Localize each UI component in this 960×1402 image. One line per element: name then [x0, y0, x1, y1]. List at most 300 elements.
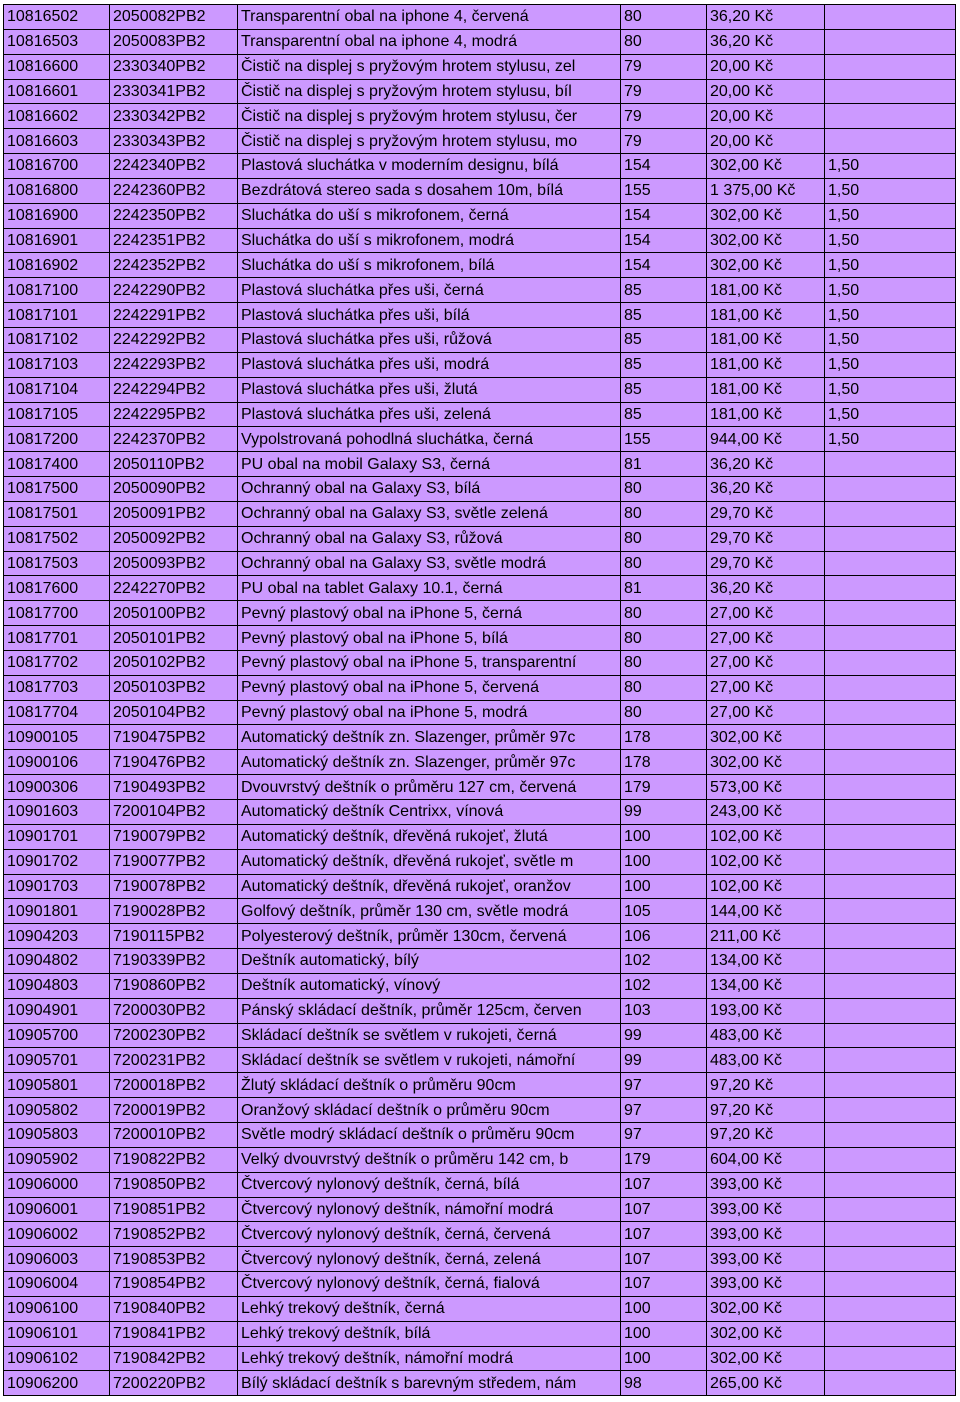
- product-code-cell[interactable]: 7190860PB2: [110, 973, 238, 998]
- product-name-cell[interactable]: Pánský skládací deštník, průměr 125cm, červen: [238, 998, 621, 1023]
- item-id-cell[interactable]: 10906001: [4, 1197, 110, 1222]
- price-cell[interactable]: 97,20 Kč: [707, 1098, 825, 1123]
- item-id-cell[interactable]: 10901603: [4, 800, 110, 825]
- extra-value-cell[interactable]: [825, 650, 956, 675]
- quantity-cell[interactable]: 107: [621, 1172, 707, 1197]
- item-id-cell[interactable]: 10901702: [4, 849, 110, 874]
- item-id-cell[interactable]: 10816600: [4, 54, 110, 79]
- price-cell[interactable]: 97,20 Kč: [707, 1122, 825, 1147]
- item-id-cell[interactable]: 10900105: [4, 725, 110, 750]
- price-cell[interactable]: 27,00 Kč: [707, 700, 825, 725]
- price-cell[interactable]: 265,00 Kč: [707, 1371, 825, 1396]
- item-id-cell[interactable]: 10905801: [4, 1073, 110, 1098]
- extra-value-cell[interactable]: [825, 1098, 956, 1123]
- price-cell[interactable]: 181,00 Kč: [707, 352, 825, 377]
- quantity-cell[interactable]: 154: [621, 154, 707, 179]
- item-id-cell[interactable]: 10906000: [4, 1172, 110, 1197]
- price-cell[interactable]: 20,00 Kč: [707, 104, 825, 129]
- price-cell[interactable]: 483,00 Kč: [707, 1048, 825, 1073]
- price-cell[interactable]: 20,00 Kč: [707, 129, 825, 154]
- product-code-cell[interactable]: 7200231PB2: [110, 1048, 238, 1073]
- quantity-cell[interactable]: 80: [621, 675, 707, 700]
- item-id-cell[interactable]: 10817503: [4, 551, 110, 576]
- product-name-cell[interactable]: Ochranný obal na Galaxy S3, světle modrá: [238, 551, 621, 576]
- price-cell[interactable]: 134,00 Kč: [707, 949, 825, 974]
- quantity-cell[interactable]: 155: [621, 427, 707, 452]
- price-cell[interactable]: 604,00 Kč: [707, 1147, 825, 1172]
- extra-value-cell[interactable]: [825, 750, 956, 775]
- extra-value-cell[interactable]: [825, 1023, 956, 1048]
- quantity-cell[interactable]: 102: [621, 973, 707, 998]
- product-code-cell[interactable]: 7200104PB2: [110, 800, 238, 825]
- quantity-cell[interactable]: 80: [621, 5, 707, 30]
- price-cell[interactable]: 102,00 Kč: [707, 824, 825, 849]
- product-code-cell[interactable]: 2050104PB2: [110, 700, 238, 725]
- product-code-cell[interactable]: 2242270PB2: [110, 576, 238, 601]
- extra-value-cell[interactable]: [825, 1222, 956, 1247]
- item-id-cell[interactable]: 10816602: [4, 104, 110, 129]
- extra-value-cell[interactable]: 1,50: [825, 377, 956, 402]
- product-name-cell[interactable]: Pevný plastový obal na iPhone 5, černá: [238, 601, 621, 626]
- product-name-cell[interactable]: Sluchátka do uší s mikrofonem, černá: [238, 203, 621, 228]
- extra-value-cell[interactable]: [825, 601, 956, 626]
- product-name-cell[interactable]: Vypolstrovaná pohodlná sluchátka, černá: [238, 427, 621, 452]
- price-cell[interactable]: 393,00 Kč: [707, 1172, 825, 1197]
- item-id-cell[interactable]: 10817702: [4, 650, 110, 675]
- product-name-cell[interactable]: Automatický deštník, dřevěná rukojeť, oranžov: [238, 874, 621, 899]
- product-code-cell[interactable]: 7190077PB2: [110, 849, 238, 874]
- price-cell[interactable]: 36,20 Kč: [707, 576, 825, 601]
- product-code-cell[interactable]: 2050102PB2: [110, 650, 238, 675]
- quantity-cell[interactable]: 154: [621, 253, 707, 278]
- item-id-cell[interactable]: 10816902: [4, 253, 110, 278]
- price-cell[interactable]: 483,00 Kč: [707, 1023, 825, 1048]
- product-code-cell[interactable]: 2242291PB2: [110, 303, 238, 328]
- product-name-cell[interactable]: Sluchátka do uší s mikrofonem, bílá: [238, 253, 621, 278]
- price-cell[interactable]: 27,00 Kč: [707, 626, 825, 651]
- price-cell[interactable]: 97,20 Kč: [707, 1073, 825, 1098]
- extra-value-cell[interactable]: [825, 1147, 956, 1172]
- quantity-cell[interactable]: 100: [621, 874, 707, 899]
- product-name-cell[interactable]: Golfový deštník, průměr 130 cm, světle modrá: [238, 899, 621, 924]
- product-code-cell[interactable]: 7190115PB2: [110, 924, 238, 949]
- product-name-cell[interactable]: Automatický deštník Centrixx, vínová: [238, 800, 621, 825]
- quantity-cell[interactable]: 97: [621, 1122, 707, 1147]
- quantity-cell[interactable]: 85: [621, 352, 707, 377]
- product-code-cell[interactable]: 7190475PB2: [110, 725, 238, 750]
- extra-value-cell[interactable]: 1,50: [825, 203, 956, 228]
- item-id-cell[interactable]: 10906100: [4, 1296, 110, 1321]
- item-id-cell[interactable]: 10817103: [4, 352, 110, 377]
- quantity-cell[interactable]: 105: [621, 899, 707, 924]
- product-code-cell[interactable]: 7190853PB2: [110, 1247, 238, 1272]
- product-name-cell[interactable]: Pevný plastový obal na iPhone 5, transparentní: [238, 650, 621, 675]
- product-name-cell[interactable]: Automatický deštník, dřevěná rukojeť, žlutá: [238, 824, 621, 849]
- extra-value-cell[interactable]: [825, 104, 956, 129]
- quantity-cell[interactable]: 80: [621, 700, 707, 725]
- item-id-cell[interactable]: 10817104: [4, 377, 110, 402]
- item-id-cell[interactable]: 10817101: [4, 303, 110, 328]
- price-cell[interactable]: 20,00 Kč: [707, 54, 825, 79]
- product-name-cell[interactable]: Skládací deštník se světlem v rukojeti, námořní: [238, 1048, 621, 1073]
- product-code-cell[interactable]: 2242350PB2: [110, 203, 238, 228]
- price-cell[interactable]: 36,20 Kč: [707, 5, 825, 30]
- product-name-cell[interactable]: Automatický deštník zn. Slazenger, průměr 97c: [238, 750, 621, 775]
- product-name-cell[interactable]: Čistič na displej s pryžovým hrotem stylusu, zel: [238, 54, 621, 79]
- product-name-cell[interactable]: Deštník automatický, vínový: [238, 973, 621, 998]
- product-code-cell[interactable]: 2050091PB2: [110, 501, 238, 526]
- product-name-cell[interactable]: Ochranný obal na Galaxy S3, bílá: [238, 477, 621, 502]
- quantity-cell[interactable]: 97: [621, 1073, 707, 1098]
- quantity-cell[interactable]: 100: [621, 824, 707, 849]
- price-cell[interactable]: 944,00 Kč: [707, 427, 825, 452]
- product-name-cell[interactable]: Čtvercový nylonový deštník, černá, fialová: [238, 1272, 621, 1297]
- product-code-cell[interactable]: 7190851PB2: [110, 1197, 238, 1222]
- quantity-cell[interactable]: 80: [621, 601, 707, 626]
- price-cell[interactable]: 36,20 Kč: [707, 452, 825, 477]
- quantity-cell[interactable]: 107: [621, 1247, 707, 1272]
- product-code-cell[interactable]: 2242360PB2: [110, 178, 238, 203]
- quantity-cell[interactable]: 102: [621, 949, 707, 974]
- item-id-cell[interactable]: 10906004: [4, 1272, 110, 1297]
- extra-value-cell[interactable]: [825, 29, 956, 54]
- product-name-cell[interactable]: Plastová sluchátka přes uši, zelená: [238, 402, 621, 427]
- price-cell[interactable]: 302,00 Kč: [707, 1296, 825, 1321]
- item-id-cell[interactable]: 10817701: [4, 626, 110, 651]
- product-code-cell[interactable]: 2050100PB2: [110, 601, 238, 626]
- product-code-cell[interactable]: 7190840PB2: [110, 1296, 238, 1321]
- price-cell[interactable]: 302,00 Kč: [707, 228, 825, 253]
- product-code-cell[interactable]: 2242293PB2: [110, 352, 238, 377]
- item-id-cell[interactable]: 10816700: [4, 154, 110, 179]
- product-name-cell[interactable]: Oranžový skládací deštník o průměru 90cm: [238, 1098, 621, 1123]
- price-cell[interactable]: 27,00 Kč: [707, 675, 825, 700]
- item-id-cell[interactable]: 10817502: [4, 526, 110, 551]
- extra-value-cell[interactable]: 1,50: [825, 278, 956, 303]
- extra-value-cell[interactable]: [825, 477, 956, 502]
- quantity-cell[interactable]: 80: [621, 477, 707, 502]
- product-code-cell[interactable]: 7200230PB2: [110, 1023, 238, 1048]
- extra-value-cell[interactable]: [825, 1048, 956, 1073]
- product-name-cell[interactable]: Transparentní obal na iphone 4, modrá: [238, 29, 621, 54]
- price-cell[interactable]: 36,20 Kč: [707, 29, 825, 54]
- price-cell[interactable]: 393,00 Kč: [707, 1272, 825, 1297]
- quantity-cell[interactable]: 99: [621, 800, 707, 825]
- item-id-cell[interactable]: 10905802: [4, 1098, 110, 1123]
- product-code-cell[interactable]: 2330340PB2: [110, 54, 238, 79]
- product-code-cell[interactable]: 7190493PB2: [110, 775, 238, 800]
- quantity-cell[interactable]: 80: [621, 526, 707, 551]
- price-cell[interactable]: 181,00 Kč: [707, 377, 825, 402]
- product-name-cell[interactable]: Polyesterový deštník, průměr 130cm, červená: [238, 924, 621, 949]
- product-name-cell[interactable]: Lehký trekový deštník, bílá: [238, 1321, 621, 1346]
- extra-value-cell[interactable]: [825, 725, 956, 750]
- item-id-cell[interactable]: 10905803: [4, 1122, 110, 1147]
- item-id-cell[interactable]: 10906101: [4, 1321, 110, 1346]
- product-code-cell[interactable]: 2050101PB2: [110, 626, 238, 651]
- extra-value-cell[interactable]: 1,50: [825, 402, 956, 427]
- product-code-cell[interactable]: 7190822PB2: [110, 1147, 238, 1172]
- quantity-cell[interactable]: 179: [621, 775, 707, 800]
- extra-value-cell[interactable]: [825, 1122, 956, 1147]
- price-cell[interactable]: 302,00 Kč: [707, 203, 825, 228]
- product-code-cell[interactable]: 7190476PB2: [110, 750, 238, 775]
- item-id-cell[interactable]: 10817500: [4, 477, 110, 502]
- extra-value-cell[interactable]: [825, 1272, 956, 1297]
- price-cell[interactable]: 302,00 Kč: [707, 253, 825, 278]
- price-cell[interactable]: 181,00 Kč: [707, 303, 825, 328]
- item-id-cell[interactable]: 10817700: [4, 601, 110, 626]
- quantity-cell[interactable]: 99: [621, 1023, 707, 1048]
- extra-value-cell[interactable]: [825, 1371, 956, 1396]
- price-cell[interactable]: 20,00 Kč: [707, 79, 825, 104]
- product-code-cell[interactable]: 2050110PB2: [110, 452, 238, 477]
- product-code-cell[interactable]: 7200010PB2: [110, 1122, 238, 1147]
- product-name-cell[interactable]: Skládací deštník se světlem v rukojeti, černá: [238, 1023, 621, 1048]
- item-id-cell[interactable]: 10906002: [4, 1222, 110, 1247]
- price-cell[interactable]: 134,00 Kč: [707, 973, 825, 998]
- product-code-cell[interactable]: 2050082PB2: [110, 5, 238, 30]
- quantity-cell[interactable]: 85: [621, 402, 707, 427]
- product-code-cell[interactable]: 2242295PB2: [110, 402, 238, 427]
- price-cell[interactable]: 27,00 Kč: [707, 601, 825, 626]
- product-code-cell[interactable]: 7200220PB2: [110, 1371, 238, 1396]
- product-code-cell[interactable]: 2050083PB2: [110, 29, 238, 54]
- quantity-cell[interactable]: 79: [621, 79, 707, 104]
- quantity-cell[interactable]: 80: [621, 650, 707, 675]
- extra-value-cell[interactable]: [825, 1321, 956, 1346]
- quantity-cell[interactable]: 80: [621, 29, 707, 54]
- product-name-cell[interactable]: Žlutý skládací deštník o průměru 90cm: [238, 1073, 621, 1098]
- item-id-cell[interactable]: 10817600: [4, 576, 110, 601]
- item-id-cell[interactable]: 10904803: [4, 973, 110, 998]
- quantity-cell[interactable]: 178: [621, 725, 707, 750]
- extra-value-cell[interactable]: [825, 1197, 956, 1222]
- product-name-cell[interactable]: Ochranný obal na Galaxy S3, světle zelená: [238, 501, 621, 526]
- price-cell[interactable]: 211,00 Kč: [707, 924, 825, 949]
- extra-value-cell[interactable]: [825, 973, 956, 998]
- quantity-cell[interactable]: 107: [621, 1272, 707, 1297]
- price-cell[interactable]: 573,00 Kč: [707, 775, 825, 800]
- item-id-cell[interactable]: 10816901: [4, 228, 110, 253]
- quantity-cell[interactable]: 179: [621, 1147, 707, 1172]
- product-name-cell[interactable]: Plastová sluchátka přes uši, bílá: [238, 303, 621, 328]
- product-name-cell[interactable]: Bílý skládací deštník s barevným středem, nám: [238, 1371, 621, 1396]
- extra-value-cell[interactable]: [825, 551, 956, 576]
- price-cell[interactable]: 243,00 Kč: [707, 800, 825, 825]
- price-cell[interactable]: 181,00 Kč: [707, 327, 825, 352]
- extra-value-cell[interactable]: 1,50: [825, 303, 956, 328]
- price-cell[interactable]: 181,00 Kč: [707, 278, 825, 303]
- extra-value-cell[interactable]: 1,50: [825, 228, 956, 253]
- product-code-cell[interactable]: 7190028PB2: [110, 899, 238, 924]
- extra-value-cell[interactable]: [825, 924, 956, 949]
- extra-value-cell[interactable]: [825, 501, 956, 526]
- extra-value-cell[interactable]: [825, 899, 956, 924]
- extra-value-cell[interactable]: [825, 700, 956, 725]
- product-name-cell[interactable]: Čtvercový nylonový deštník, námořní modrá: [238, 1197, 621, 1222]
- item-id-cell[interactable]: 10901703: [4, 874, 110, 899]
- item-id-cell[interactable]: 10901701: [4, 824, 110, 849]
- product-name-cell[interactable]: PU obal na tablet Galaxy 10.1, černá: [238, 576, 621, 601]
- product-code-cell[interactable]: 2050093PB2: [110, 551, 238, 576]
- product-name-cell[interactable]: Ochranný obal na Galaxy S3, růžová: [238, 526, 621, 551]
- item-id-cell[interactable]: 10817200: [4, 427, 110, 452]
- extra-value-cell[interactable]: [825, 79, 956, 104]
- quantity-cell[interactable]: 85: [621, 303, 707, 328]
- extra-value-cell[interactable]: [825, 54, 956, 79]
- extra-value-cell[interactable]: 1,50: [825, 253, 956, 278]
- product-code-cell[interactable]: 2050103PB2: [110, 675, 238, 700]
- product-code-cell[interactable]: 7190078PB2: [110, 874, 238, 899]
- quantity-cell[interactable]: 80: [621, 626, 707, 651]
- quantity-cell[interactable]: 80: [621, 551, 707, 576]
- extra-value-cell[interactable]: [825, 626, 956, 651]
- product-name-cell[interactable]: Čtvercový nylonový deštník, černá, zelená: [238, 1247, 621, 1272]
- item-id-cell[interactable]: 10906102: [4, 1346, 110, 1371]
- item-id-cell[interactable]: 10901801: [4, 899, 110, 924]
- quantity-cell[interactable]: 154: [621, 203, 707, 228]
- product-name-cell[interactable]: Čtvercový nylonový deštník, černá, červená: [238, 1222, 621, 1247]
- price-cell[interactable]: 102,00 Kč: [707, 874, 825, 899]
- item-id-cell[interactable]: 10816800: [4, 178, 110, 203]
- product-name-cell[interactable]: Čtvercový nylonový deštník, černá, bílá: [238, 1172, 621, 1197]
- quantity-cell[interactable]: 107: [621, 1197, 707, 1222]
- extra-value-cell[interactable]: 1,50: [825, 154, 956, 179]
- product-name-cell[interactable]: Pevný plastový obal na iPhone 5, bílá: [238, 626, 621, 651]
- item-id-cell[interactable]: 10906200: [4, 1371, 110, 1396]
- product-name-cell[interactable]: Lehký trekový deštník, černá: [238, 1296, 621, 1321]
- item-id-cell[interactable]: 10904901: [4, 998, 110, 1023]
- extra-value-cell[interactable]: [825, 874, 956, 899]
- extra-value-cell[interactable]: 1,50: [825, 178, 956, 203]
- price-cell[interactable]: 393,00 Kč: [707, 1222, 825, 1247]
- quantity-cell[interactable]: 79: [621, 54, 707, 79]
- quantity-cell[interactable]: 81: [621, 452, 707, 477]
- price-cell[interactable]: 1 375,00 Kč: [707, 178, 825, 203]
- item-id-cell[interactable]: 10817100: [4, 278, 110, 303]
- quantity-cell[interactable]: 97: [621, 1098, 707, 1123]
- price-cell[interactable]: 27,00 Kč: [707, 650, 825, 675]
- extra-value-cell[interactable]: [825, 5, 956, 30]
- extra-value-cell[interactable]: [825, 129, 956, 154]
- price-cell[interactable]: 193,00 Kč: [707, 998, 825, 1023]
- product-code-cell[interactable]: 7200018PB2: [110, 1073, 238, 1098]
- product-name-cell[interactable]: Pevný plastový obal na iPhone 5, červená: [238, 675, 621, 700]
- extra-value-cell[interactable]: 1,50: [825, 327, 956, 352]
- product-name-cell[interactable]: Velký dvouvrstvý deštník o průměru 142 cm, b: [238, 1147, 621, 1172]
- product-name-cell[interactable]: Plastová sluchátka přes uši, žlutá: [238, 377, 621, 402]
- product-code-cell[interactable]: 2242292PB2: [110, 327, 238, 352]
- price-cell[interactable]: 302,00 Kč: [707, 725, 825, 750]
- quantity-cell[interactable]: 155: [621, 178, 707, 203]
- quantity-cell[interactable]: 99: [621, 1048, 707, 1073]
- product-code-cell[interactable]: 2242351PB2: [110, 228, 238, 253]
- item-id-cell[interactable]: 10905902: [4, 1147, 110, 1172]
- quantity-cell[interactable]: 81: [621, 576, 707, 601]
- extra-value-cell[interactable]: [825, 526, 956, 551]
- item-id-cell[interactable]: 10905701: [4, 1048, 110, 1073]
- quantity-cell[interactable]: 178: [621, 750, 707, 775]
- item-id-cell[interactable]: 10816601: [4, 79, 110, 104]
- product-code-cell[interactable]: 7200030PB2: [110, 998, 238, 1023]
- item-id-cell[interactable]: 10817105: [4, 402, 110, 427]
- product-name-cell[interactable]: Bezdrátová stereo sada s dosahem 10m, bílá: [238, 178, 621, 203]
- product-code-cell[interactable]: 2242294PB2: [110, 377, 238, 402]
- extra-value-cell[interactable]: [825, 800, 956, 825]
- product-name-cell[interactable]: Čistič na displej s pryžovým hrotem stylusu, mo: [238, 129, 621, 154]
- extra-value-cell[interactable]: [825, 675, 956, 700]
- price-cell[interactable]: 29,70 Kč: [707, 551, 825, 576]
- product-code-cell[interactable]: 7190079PB2: [110, 824, 238, 849]
- product-name-cell[interactable]: Plastová sluchátka v moderním designu, bílá: [238, 154, 621, 179]
- quantity-cell[interactable]: 80: [621, 501, 707, 526]
- product-name-cell[interactable]: Deštník automatický, bílý: [238, 949, 621, 974]
- item-id-cell[interactable]: 10817102: [4, 327, 110, 352]
- quantity-cell[interactable]: 100: [621, 1296, 707, 1321]
- product-code-cell[interactable]: 2242352PB2: [110, 253, 238, 278]
- item-id-cell[interactable]: 10906003: [4, 1247, 110, 1272]
- item-id-cell[interactable]: 10904802: [4, 949, 110, 974]
- item-id-cell[interactable]: 10817703: [4, 675, 110, 700]
- item-id-cell[interactable]: 10905700: [4, 1023, 110, 1048]
- extra-value-cell[interactable]: [825, 576, 956, 601]
- quantity-cell[interactable]: 100: [621, 1346, 707, 1371]
- item-id-cell[interactable]: 10816502: [4, 5, 110, 30]
- quantity-cell[interactable]: 107: [621, 1222, 707, 1247]
- price-cell[interactable]: 302,00 Kč: [707, 154, 825, 179]
- price-cell[interactable]: 302,00 Kč: [707, 1346, 825, 1371]
- product-name-cell[interactable]: Dvouvrstvý deštník o průměru 127 cm, červená: [238, 775, 621, 800]
- quantity-cell[interactable]: 85: [621, 278, 707, 303]
- extra-value-cell[interactable]: [825, 949, 956, 974]
- price-cell[interactable]: 302,00 Kč: [707, 750, 825, 775]
- product-code-cell[interactable]: 2330342PB2: [110, 104, 238, 129]
- item-id-cell[interactable]: 10816603: [4, 129, 110, 154]
- product-name-cell[interactable]: Plastová sluchátka přes uši, růžová: [238, 327, 621, 352]
- product-code-cell[interactable]: 7190842PB2: [110, 1346, 238, 1371]
- extra-value-cell[interactable]: [825, 1346, 956, 1371]
- product-name-cell[interactable]: Pevný plastový obal na iPhone 5, modrá: [238, 700, 621, 725]
- item-id-cell[interactable]: 10817501: [4, 501, 110, 526]
- price-cell[interactable]: 29,70 Kč: [707, 526, 825, 551]
- quantity-cell[interactable]: 79: [621, 104, 707, 129]
- extra-value-cell[interactable]: [825, 849, 956, 874]
- item-id-cell[interactable]: 10900306: [4, 775, 110, 800]
- price-cell[interactable]: 393,00 Kč: [707, 1247, 825, 1272]
- price-cell[interactable]: 144,00 Kč: [707, 899, 825, 924]
- product-code-cell[interactable]: 2242370PB2: [110, 427, 238, 452]
- item-id-cell[interactable]: 10904203: [4, 924, 110, 949]
- product-name-cell[interactable]: Transparentní obal na iphone 4, červená: [238, 5, 621, 30]
- product-name-cell[interactable]: Světle modrý skládací deštník o průměru 90cm: [238, 1122, 621, 1147]
- product-name-cell[interactable]: Čistič na displej s pryžovým hrotem stylusu, čer: [238, 104, 621, 129]
- item-id-cell[interactable]: 10816503: [4, 29, 110, 54]
- product-code-cell[interactable]: 2330341PB2: [110, 79, 238, 104]
- product-name-cell[interactable]: Lehký trekový deštník, námořní modrá: [238, 1346, 621, 1371]
- product-name-cell[interactable]: Čistič na displej s pryžovým hrotem stylusu, bíl: [238, 79, 621, 104]
- item-id-cell[interactable]: 10817704: [4, 700, 110, 725]
- quantity-cell[interactable]: 154: [621, 228, 707, 253]
- quantity-cell[interactable]: 85: [621, 327, 707, 352]
- product-name-cell[interactable]: Plastová sluchátka přes uši, modrá: [238, 352, 621, 377]
- extra-value-cell[interactable]: 1,50: [825, 427, 956, 452]
- product-name-cell[interactable]: Automatický deštník, dřevěná rukojeť, světle m: [238, 849, 621, 874]
- product-name-cell[interactable]: Plastová sluchátka přes uši, černá: [238, 278, 621, 303]
- item-id-cell[interactable]: 10816900: [4, 203, 110, 228]
- item-id-cell[interactable]: 10817400: [4, 452, 110, 477]
- product-name-cell[interactable]: PU obal na mobil Galaxy S3, černá: [238, 452, 621, 477]
